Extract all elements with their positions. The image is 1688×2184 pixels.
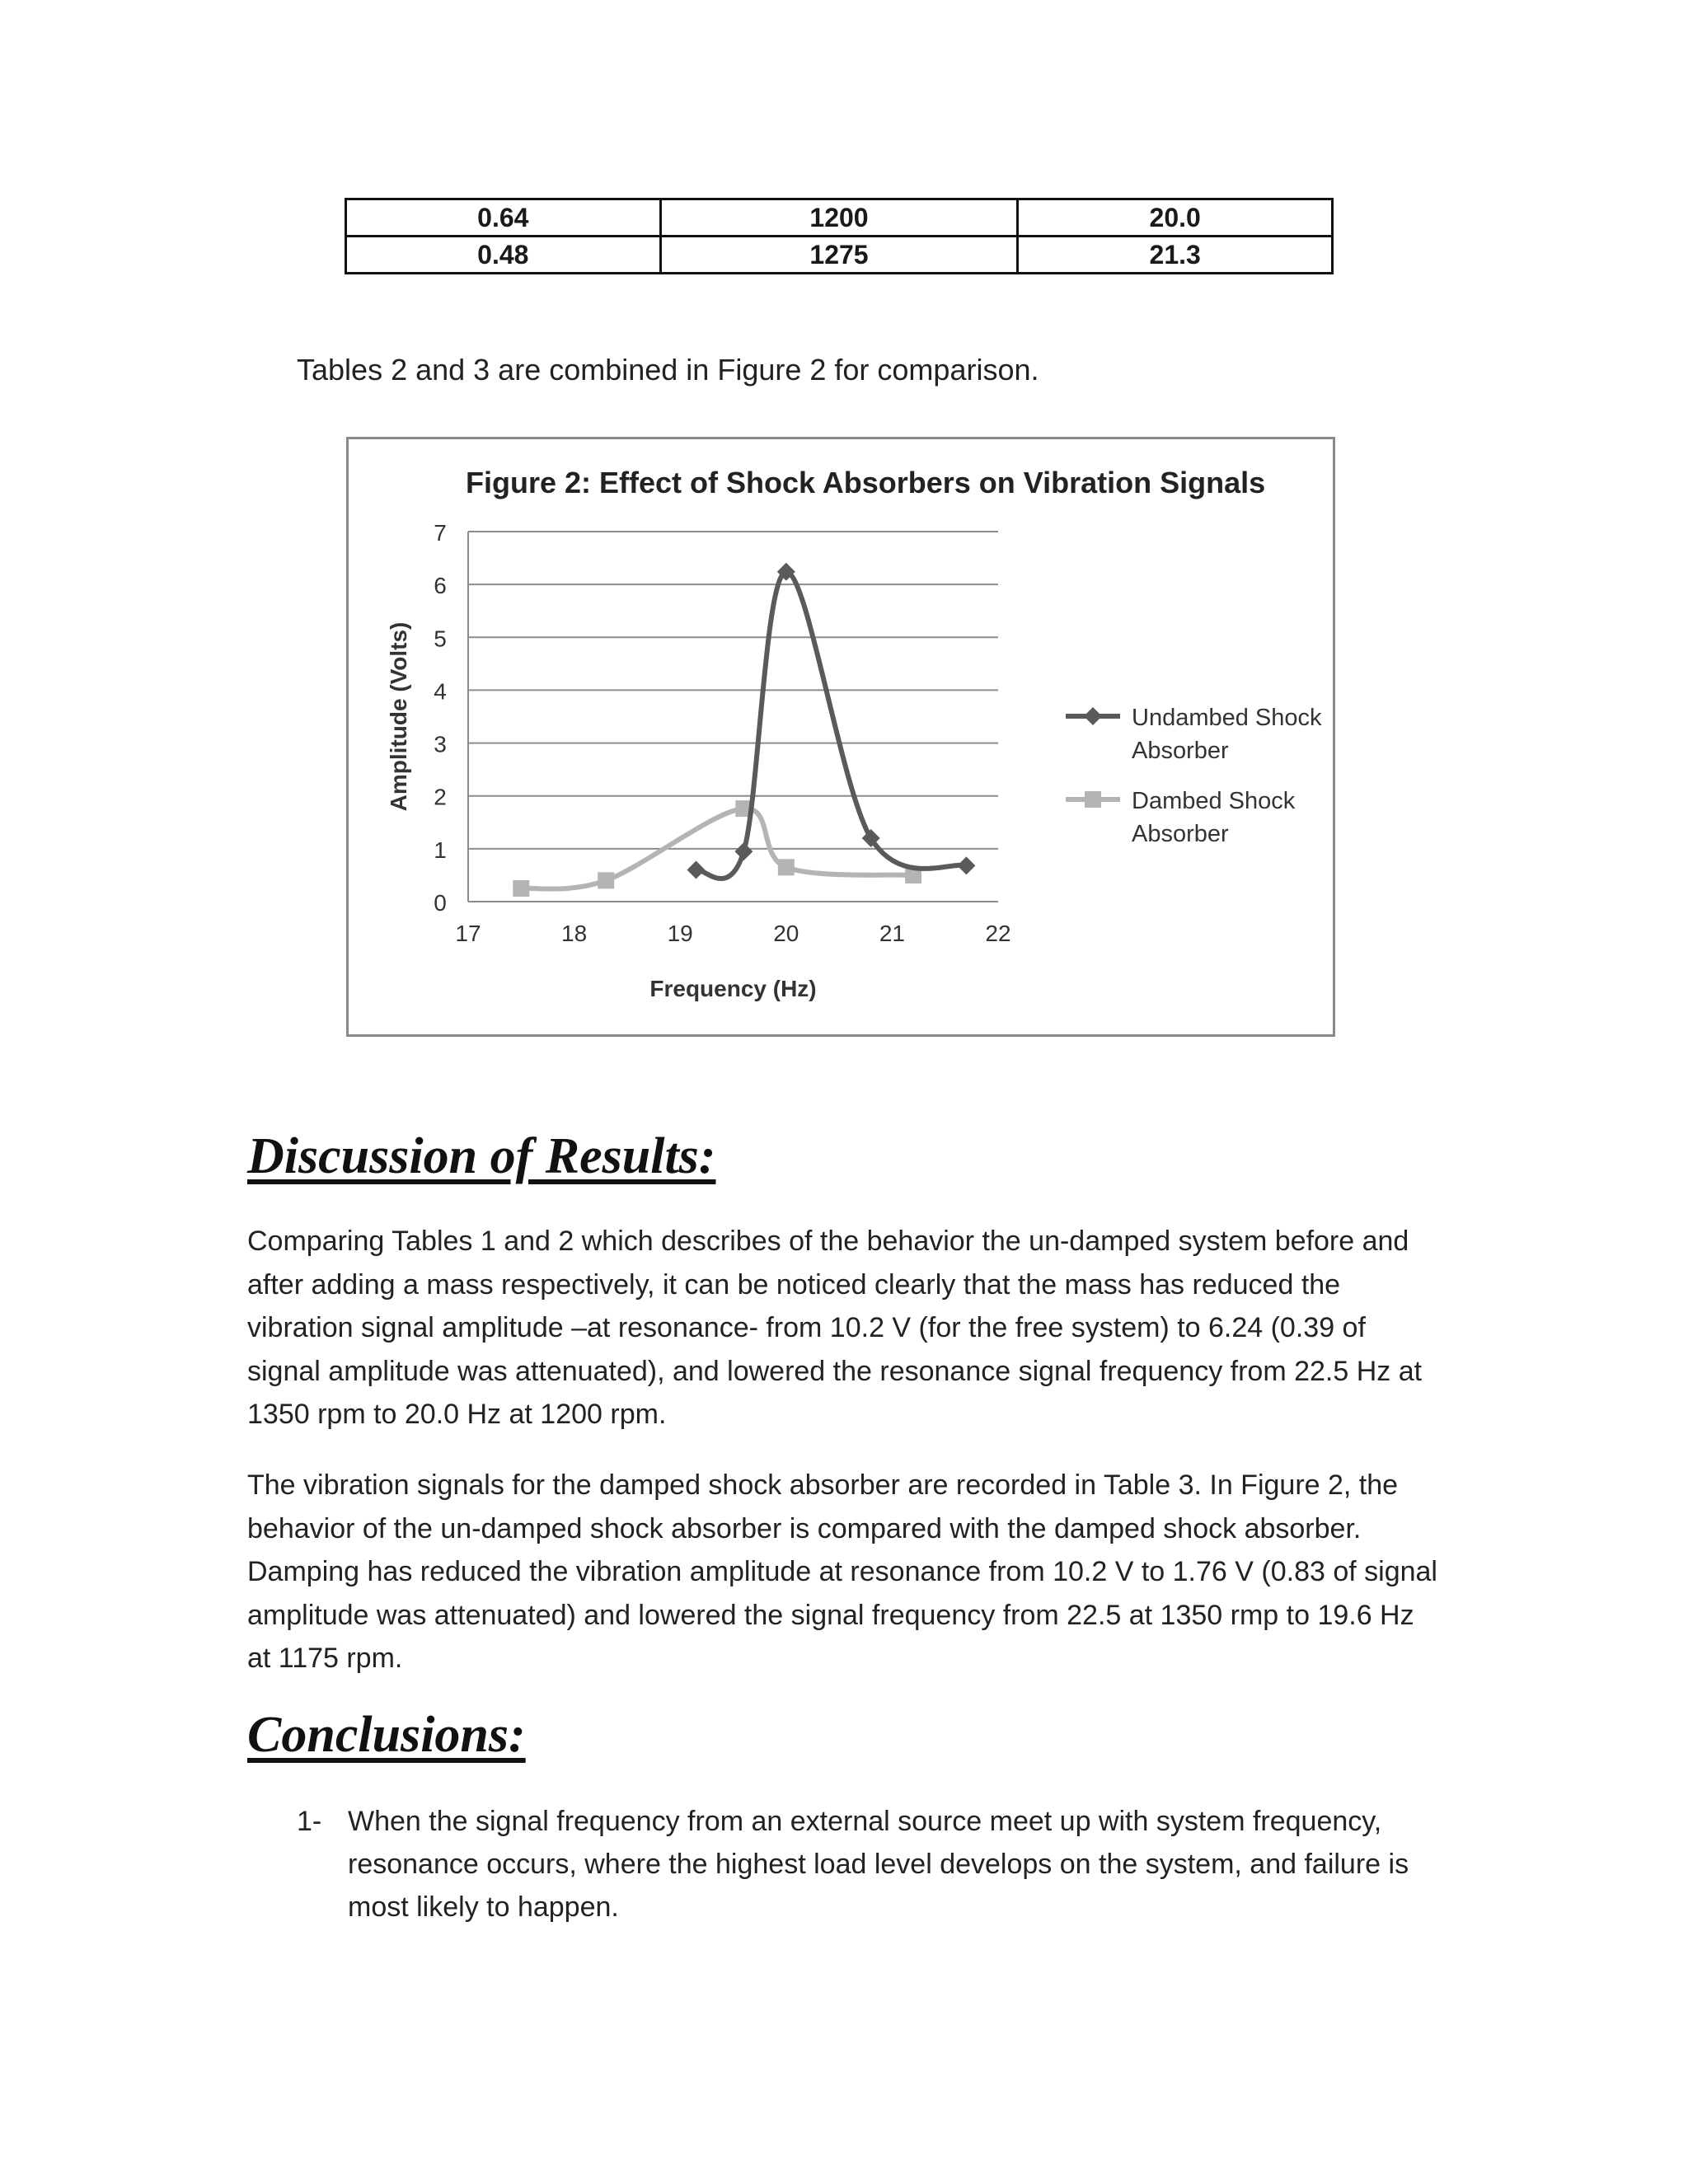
text-line: resonance occurs, where the highest load level develops on the system, and failure is [348, 1849, 1409, 1880]
legend-label: Dambed Shock [1132, 788, 1296, 814]
x-tick-label: 18 [561, 921, 588, 946]
x-tick-label: 22 [985, 921, 1011, 946]
table-cell: 1200 [660, 199, 1018, 237]
table-cell: 0.48 [346, 237, 661, 274]
y-tick-label: 2 [434, 784, 447, 810]
x-tick-label: 21 [879, 921, 905, 946]
data-point [778, 859, 795, 875]
data-point [734, 842, 753, 860]
discussion-paragraph-1 [247, 1220, 1451, 1436]
legend-marker [1085, 791, 1101, 808]
x-tick-label: 17 [455, 921, 481, 946]
text-line: When the signal frequency from an external source meet up with system frequency, [348, 1806, 1382, 1837]
x-tick-label: 19 [667, 921, 693, 946]
y-axis-title: Amplitude (Volts) [386, 621, 411, 812]
text-line: at 1175 rpm. [247, 1643, 403, 1674]
y-tick-label: 1 [434, 837, 447, 863]
conclusions-heading: Conclusions: [247, 1707, 526, 1763]
text-line: vibration signal amplitude –at resonance- from 10.2 V (for the free system) to 6.24 (0.39 of [247, 1312, 1366, 1343]
x-axis-title: Frequency (Hz) [649, 976, 817, 1001]
y-tick-label: 4 [434, 678, 447, 705]
data-point [687, 861, 705, 879]
table-cell: 20.0 [1018, 199, 1333, 237]
discussion-paragraph-2 [247, 1464, 1451, 1680]
table-row [346, 237, 1333, 274]
text-line: amplitude was attenuated) and lowered the signal frequency from 22.5 at 1350 rmp to 19.6 Hz [247, 1599, 1414, 1631]
y-tick-label: 5 [434, 626, 447, 652]
list-text [348, 1800, 1452, 1929]
table-row [346, 199, 1333, 237]
y-tick-label: 0 [434, 890, 447, 916]
data-point [513, 880, 529, 897]
y-tick-label: 7 [434, 520, 447, 546]
y-tick-label: 6 [434, 573, 447, 599]
intro-text: Tables 2 and 3 are combined in Figure 2 for comparison. [297, 353, 1039, 387]
chart-plot [349, 439, 1333, 1034]
data-point [598, 872, 614, 888]
x-tick-label: 20 [773, 921, 799, 946]
list-number: 1- [297, 1806, 322, 1837]
table-cell: 1275 [660, 237, 1018, 274]
data-table [345, 198, 1334, 274]
text-line: signal amplitude was attenuated), and lowered the resonance signal frequency from 22.5 Hz at [247, 1355, 1423, 1387]
text-line: 1350 rpm to 20.0 Hz at 1200 rpm. [247, 1399, 667, 1430]
text-line: behavior of the un-damped shock absorber is compared with the damped shock absorber. [247, 1512, 1362, 1544]
legend-label: Undambed Shock [1132, 705, 1322, 731]
data-point [957, 856, 975, 874]
text-line: Comparing Tables 1 and 2 which describes of the behavior the un-damped system before and [247, 1226, 1409, 1257]
table-cell: 0.64 [346, 199, 661, 237]
text-line: The vibration signals for the damped shock absorber are recorded in Table 3. In Figure 2, the [247, 1469, 1399, 1501]
text-line: most likely to happen. [348, 1891, 619, 1923]
discussion-heading: Discussion of Results: [247, 1128, 716, 1184]
table-cell: 21.3 [1018, 237, 1333, 274]
y-tick-label: 3 [434, 731, 447, 757]
legend-label: Absorber [1132, 821, 1229, 847]
legend-marker [1084, 707, 1102, 725]
chart-title: Figure 2: Effect of Shock Absorbers on Vibration Signals [466, 466, 1266, 499]
chart-figure [346, 437, 1335, 1037]
text-line: after adding a mass respectively, it can be noticed clearly that the mass has reduced the [247, 1268, 1341, 1301]
series-line [696, 572, 966, 879]
text-line: Damping has reduced the vibration amplitude at resonance from 10.2 V to 1.76 V (0.83 of signal [247, 1556, 1437, 1587]
legend-label: Absorber [1132, 738, 1229, 764]
